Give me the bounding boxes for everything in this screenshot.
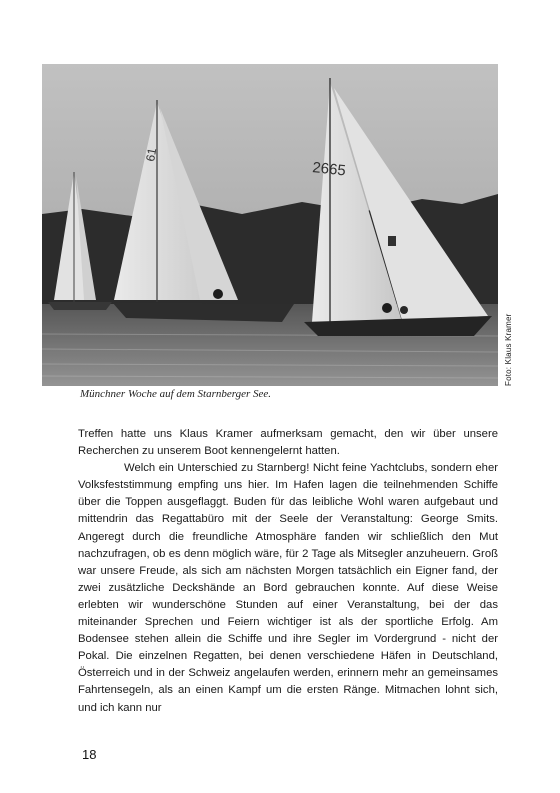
sail-number-61: 61 xyxy=(143,146,160,163)
body-text xyxy=(78,426,498,717)
page-number: 18 xyxy=(82,747,97,762)
sailboat-photo xyxy=(42,64,498,386)
photo-credit: Foto: Klaus Kramer xyxy=(504,313,513,386)
paragraph-1: Treffen hatte uns Klaus Kramer aufmerksam gemacht, den wir über unsere Recherchen zu unserem Boot kennengelernt hatten. xyxy=(78,428,498,458)
paragraph-2: Welch ein Unterschied zu Starnberg! Nicht feine Yachtclubs, sondern eher Volksfeststimmung empfing uns hier. Im Hafen lagen die teilnehmenden Schiffe über die Toppen ausgeflaggt. Buden für das leibliche Wohl waren aufgebaut und mittendrin das Regattabüro mit der Seele der Veranstaltung: George Smits. Angeregt durch die freundliche Atmosphäre fanden wir schließlich den Mut nachzufragen, ob es denn möglich wäre, für 2 Tage als Mitsegler anzuheuern. Groß war unsere Freude, als sich am nächsten Morgen tatsächlich ein Eigner fand, der zwei zusätzliche Deckshände an Bord gebrauchen konnte. Auf diese Weise erlebten wir wunderschöne Stunden auf einer Veranstaltung, bei der das miteinander Sprechen und Feiern wichtiger ist als der sportliche Erfolg. Am Bodensee stehen allein die Schiffe und ihre Segler im Vordergrund - nicht der Pokal. Die einzelnen Regatten, bei denen verschiedene Häfen in Deutschland, Österreich und in der Schweiz angelaufen werden, erinnern mehr an gemeinsames Fahrtensegeln, als an einen Kampf um die ersten Ränge. Mitmachen lohnt sich, und ich kann nur xyxy=(78,462,498,714)
figure-caption: Münchner Woche auf dem Starnberger See. xyxy=(80,388,272,400)
sail-number-2665: 2665 xyxy=(311,159,347,180)
